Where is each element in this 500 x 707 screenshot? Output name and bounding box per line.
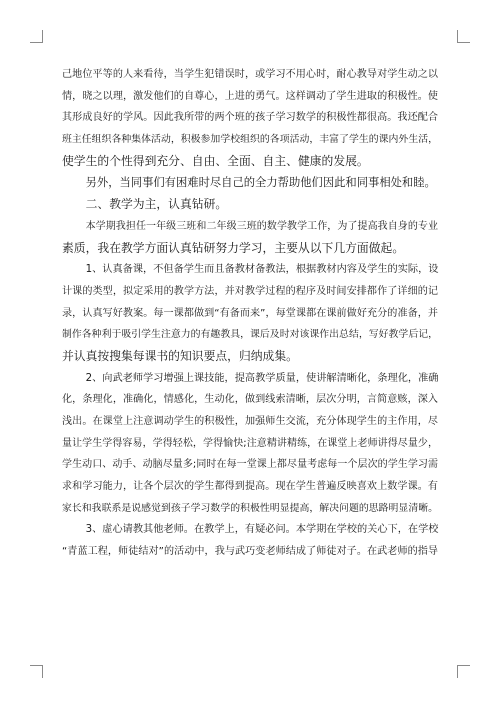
text-line: 录，认真写好教案。每一课都做到“有备而来”，每堂课都在课前做好充分的准备，并 (62, 307, 438, 319)
text-line: 素质，我在教学方面认真钻研努力学习，主要从以下几方面做起。 (62, 240, 405, 255)
text-line: 1、认真备课，不但备学生而且备教材备教法，根据教材内容及学生的实际，设 (85, 264, 439, 276)
text-line: 本学期我担任一年级三班和二年级三班的数学教学工作，为了提高我自身的专业 (85, 220, 438, 232)
text-line: 另外，当同事们有困难时尽自己的全力帮助他们因此和同事相处和睦。 (85, 176, 436, 190)
crop-mark-top-right (457, 30, 470, 43)
text-line: 并认真按搜集每课书的知识要点，归纳成集。 (62, 348, 298, 363)
text-line: 学生动口、动手、动脑尽量多;同时在每一堂课上都尽量考虑每一个层次的学生学习需 (62, 459, 438, 471)
text-line: 家长和我联系是说感觉到孩子学习数学的积极性明显提高，解决问题的思路明显清晰。 (62, 502, 438, 514)
text-line: 制作各种利于吸引学生注意力的有趣教具，课后及时对该课作出总结，写好教学后记， (62, 329, 438, 341)
crop-mark-bottom-right (457, 665, 470, 678)
text-line: 班主任组织各种集体活动，积极参加学校组织的各项活动，丰富了学生的课内外生活， (62, 134, 438, 146)
text-line: 3、虚心请教其他老师。在教学上，有疑必问。本学期在学校的关心下，在学校 (85, 524, 439, 536)
crop-mark-top-left (30, 30, 43, 43)
text-line: 使学生的个性得到充分、自由、全面、自主、健康的发展。 (62, 153, 369, 168)
text-line: 量让学生学得容易，学得轻松，学得愉快;注意精讲精练，在课堂上老师讲得尽量少， (62, 437, 438, 449)
text-line: 化，条理化，准确化，情感化，生动化，做到线索清晰，层次分明，言简意赅，深入 (62, 394, 438, 406)
document-body (62, 64, 438, 563)
text-line: 2、向武老师学习增强上课技能，提高教学质量，使讲解清晰化，条理化，准确 (85, 372, 439, 384)
text-line: 二、教学为主，认真钻研。 (85, 197, 228, 212)
text-line: 情，晓之以理，激发他们的自尊心，上进的勇气。这样调动了学生进取的积极性。使 (62, 90, 438, 102)
text-line: 浅出。在课堂上注意调动学生的积极性，加强师生交流，充分体现学生的主作用，尽 (62, 416, 438, 427)
text-line: 计课的类型，拟定采用的教学方法，并对教学过程的程序及时间安排都作了详细的记 (62, 285, 438, 297)
crop-mark-bottom-left (30, 665, 43, 678)
text-line: 求和学习能力，让各个层次的学生都得到提高。现在学生普遍反映喜欢上数学课。有 (62, 481, 438, 493)
text-line: “青蓝工程，师徒结对”的活动中，我与武巧变老师结成了师徒对子。在武老师的指导 (62, 546, 438, 558)
text-line: 其形成良好的学风。因此我所带的两个班的孩子学习数学的积极性都很高。我还配合 (62, 112, 438, 124)
text-line: 己地位平等的人来看待，当学生犯错误时，或学习不用心时，耐心教导对学生动之以 (62, 69, 438, 80)
